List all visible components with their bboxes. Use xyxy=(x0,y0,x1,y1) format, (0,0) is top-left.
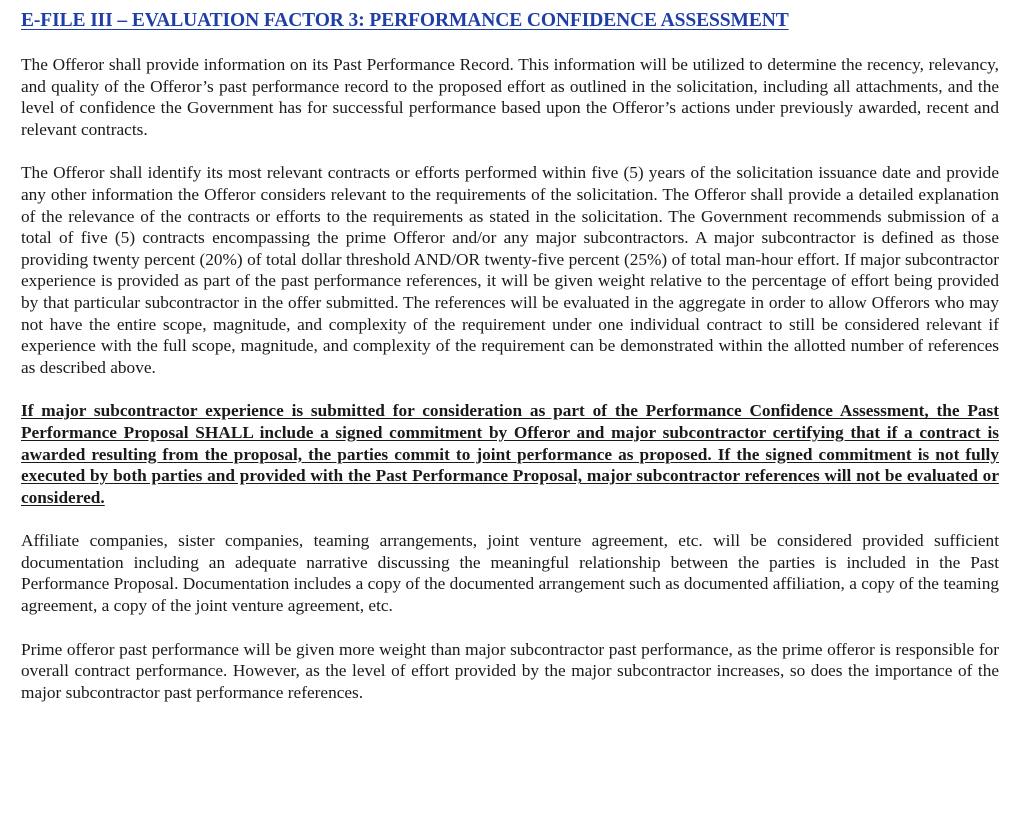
section-heading: E-FILE III – EVALUATION FACTOR 3: PERFORMANCE CONFIDENCE ASSESSMENT xyxy=(21,10,789,31)
paragraph-affiliate-companies: Affiliate companies, sister companies, teaming arrangements, joint venture agreement, etc. will be considered provided sufficient documentation including an adequate narrative discussing the meaningful relationship between the parties is included in the Past Performance Proposal. Documentation includes a copy of the documented arrangement such as documented affiliation, a copy of the teaming agreement, a copy of the joint venture agreement, etc. xyxy=(21,531,999,616)
paragraph-prime-offeror-weight: Prime offeror past performance will be given more weight than major subcontractor past performance, as the prime offeror is responsible for overall contract performance. However, as the level of effort provided by the major subcontractor increases, so does the importance of the major subcontractor past performance references. xyxy=(21,639,999,702)
paragraph-subcontractor-commitment: If major subcontractor experience is submitted for consideration as part of the Performance Confidence Assessment, the Past Performance Proposal SHALL include a signed commitment by Offeror and major subcontractor certifying that if a contract is awarded resulting from the proposal, the parties commit to joint performance as proposed. If the signed commitment is not fully executed by both parties and provided with the Past Performance Proposal, major subcontractor references will not be evaluated or considered. xyxy=(21,401,999,507)
paragraph-relevant-contracts: The Offeror shall identify its most relevant contracts or efforts performed within five (5) years of the solicitation issuance date and provide any other information the Offeror considers relevant to the requirements of the solicitation. The Offeror shall provide a detailed explanation of the relevance of the contracts or efforts to the requirements as stated in the solicitation. The Government recommends submission of a total of five (5) contracts encompassing the prime Offeror and/or any major subcontractors. A major subcontractor is defined as those providing twenty percent (20%) of total dollar threshold AND/OR twenty-five percent (25%) of total man-hour effort. If major subcontractor experience is provided as part of the past performance references, it will be given weight relative to the percentage of effort being provided by that particular subcontractor in the offer submitted. The references will be evaluated in the aggregate in order to allow Offerors who may not have the entire scope, magnitude, and complexity of the requirement under one individual contract to still be considered relevant if experience with the full scope, magnitude, and complexity of the requirement can be demonstrated within the allotted number of references as described above. xyxy=(21,163,999,377)
paragraph-past-performance-record: The Offeror shall provide information on its Past Performance Record. This information will be utilized to determine the recency, relevancy, and quality of the Offeror’s past performance record to the proposed effort as outlined in the solicitation, including all attachments, and the level of confidence the Government has for successful performance based upon the Offeror’s actions under previously awarded, recent and relevant contracts. xyxy=(21,55,999,139)
